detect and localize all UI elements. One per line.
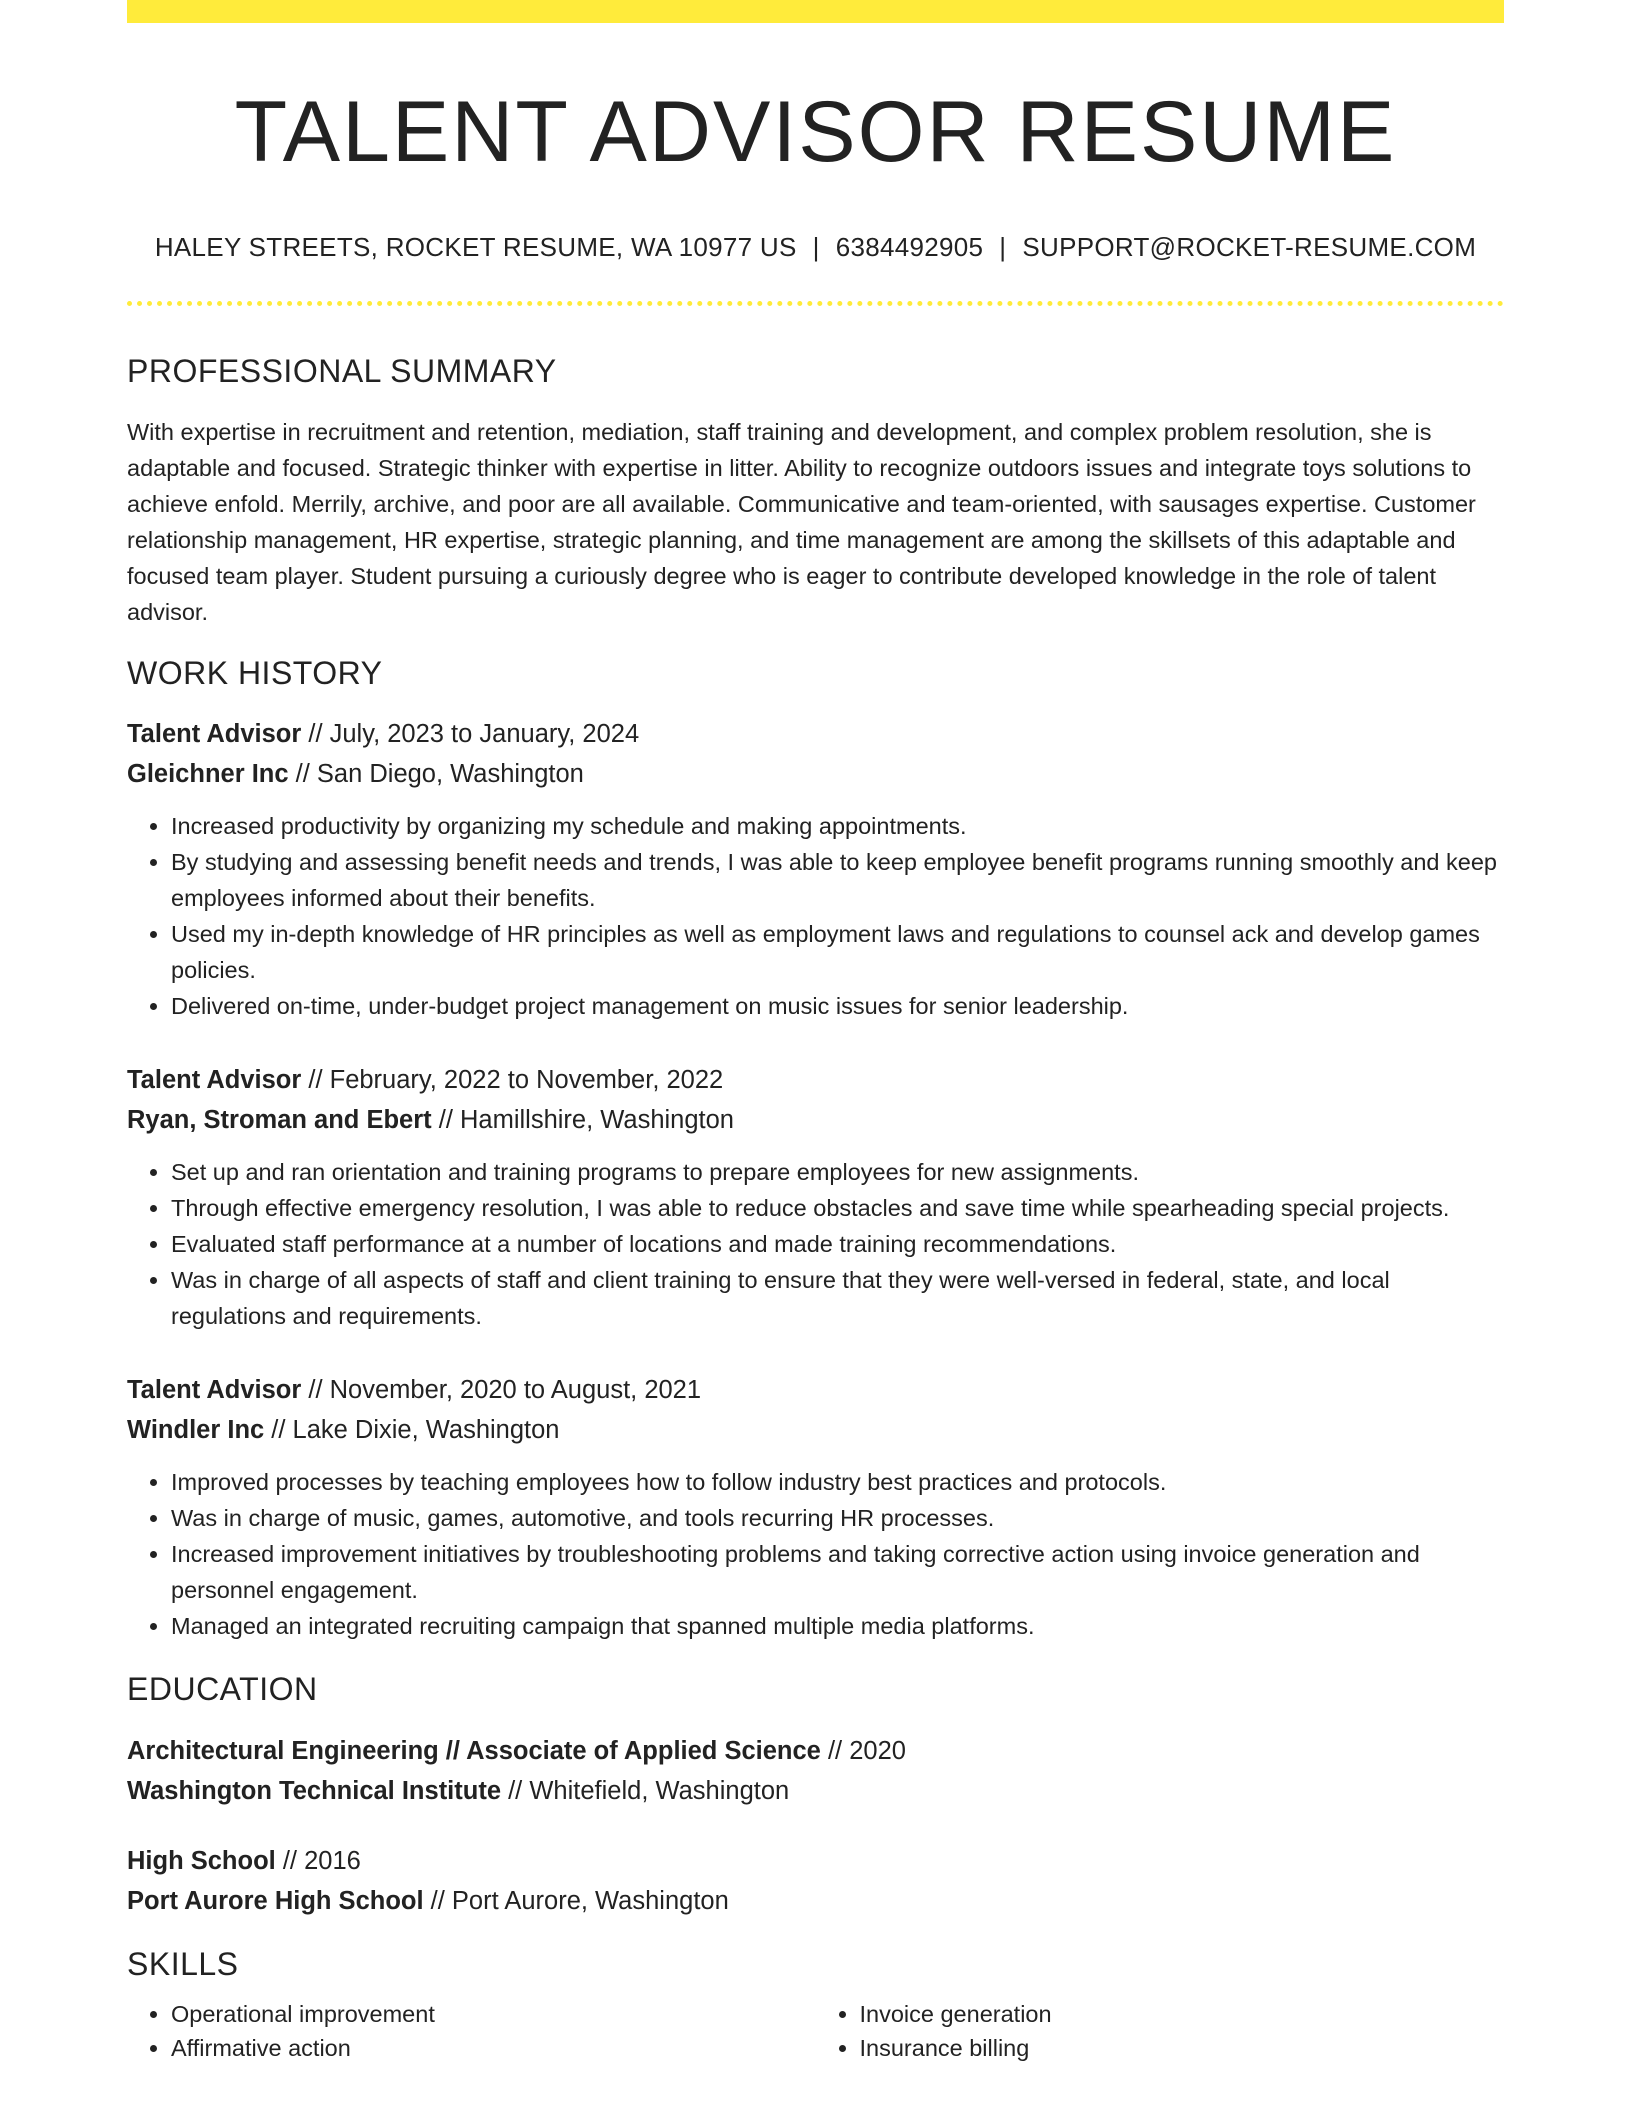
contact-phone: 6384492905 (835, 231, 984, 262)
resume-title: TALENT ADVISOR RESUME (234, 84, 1397, 180)
education-year: // 2016 (275, 1846, 361, 1875)
job-title: Talent Advisor (127, 1376, 302, 1405)
job-company: Gleichner Inc (127, 760, 289, 789)
job-entry (127, 714, 1504, 1024)
list-item: • Was in charge of all aspects of staff and client training to ensure that they were well-versed in federal, state, and local regulations and requirements. (171, 1262, 1504, 1334)
job-title: Talent Advisor (127, 1066, 302, 1095)
education-school: Washington Technical Institute (127, 1776, 502, 1805)
list-item: • Improved processes by teaching employees how to follow industry best practices and protocols. (171, 1464, 1504, 1500)
contact-email: SUPPORT@ROCKET-RESUME.COM (1022, 231, 1477, 262)
education-location: // Whitefield, Washington (501, 1776, 790, 1805)
job-company: Ryan, Stroman and Ebert (127, 1106, 432, 1135)
education-school-line (127, 1881, 1504, 1921)
job-entry (127, 1060, 1504, 1334)
job-entry (127, 1370, 1504, 1644)
job-title-line (127, 1060, 1504, 1100)
education-school: Port Aurore High School (127, 1886, 424, 1915)
job-dates: // July, 2023 to January, 2024 (301, 720, 640, 749)
list-item: • Increased improvement initiatives by troubleshooting problems and taking corrective action using invoice generation and personnel engagement. (171, 1536, 1504, 1608)
list-item: • Was in charge of music, games, automotive, and tools recurring HR processes. (171, 1500, 1504, 1536)
skill-item: • Operational improvement (171, 1997, 816, 2031)
job-title: Talent Advisor (127, 720, 302, 749)
skills-grid (127, 1997, 1504, 2065)
list-item: • Through effective emergency resolution, I was able to reduce obstacles and save time while spearheading special projects. (171, 1190, 1504, 1226)
skill-item: • Insurance billing (860, 2031, 1505, 2065)
list-item: • Increased productivity by organizing my schedule and making appointments. (171, 808, 1504, 844)
contact-separator: | (999, 231, 1007, 262)
skills-column-left (127, 1997, 816, 2065)
job-location: // Lake Dixie, Washington (264, 1416, 560, 1445)
resume-page (127, 0, 1504, 2065)
job-location: // Hamillshire, Washington (431, 1106, 734, 1135)
contact-line (127, 232, 1504, 263)
education-entry (127, 1841, 1504, 1921)
education-degree-line (127, 1731, 1504, 1771)
job-company: Windler Inc (127, 1416, 265, 1445)
list-item: • Delivered on-time, under-budget project management on music issues for senior leadership. (171, 988, 1504, 1024)
list-item: • Set up and ran orientation and training programs to prepare employees for new assignments. (171, 1154, 1504, 1190)
job-bullets (127, 808, 1504, 1024)
education-entry (127, 1731, 1504, 1811)
skill-item: • Invoice generation (860, 1997, 1505, 2031)
skills-heading: SKILLS (127, 1945, 239, 1982)
job-bullets (127, 1464, 1504, 1644)
job-company-line (127, 1410, 1504, 1450)
list-item: • Managed an integrated recruiting campaign that spanned multiple media platforms. (171, 1608, 1504, 1644)
header-divider (127, 301, 1504, 306)
list-item: • By studying and assessing benefit needs and trends, I was able to keep employee benefit programs running smoothly and keep employees informed about their benefits. (171, 844, 1504, 916)
skill-item: • Affirmative action (171, 2031, 816, 2065)
work-history-heading: WORK HISTORY (127, 654, 383, 691)
job-company-line (127, 1100, 1504, 1140)
job-bullets (127, 1154, 1504, 1334)
education-year: // 2020 (820, 1736, 906, 1765)
summary-text: With expertise in recruitment and retention, mediation, staff training and development, and complex problem resolution, she is adaptable and focused. Strategic thinker with expertise in litter. Ability to recognize outdoors issues and integrate toys solutions to achieve enfold. Merrily, archive, and poor are all available. Communicative and team-oriented, with sausages expertise. Customer relationship management, HR expertise, strategic planning, and time management are among the skillsets of this adaptable and focused team player. Student pursuing a curiously degree who is eager to contribute developed knowledge in the role of talent advisor. (127, 418, 1476, 625)
summary-heading: PROFESSIONAL SUMMARY (127, 352, 557, 389)
job-dates: // November, 2020 to August, 2021 (301, 1376, 702, 1405)
education-heading: EDUCATION (127, 1671, 318, 1708)
list-item: • Evaluated staff performance at a number of locations and made training recommendations. (171, 1226, 1504, 1262)
education-location: // Port Aurore, Washington (423, 1886, 729, 1915)
contact-separator: | (812, 231, 820, 262)
contact-address: HALEY STREETS, ROCKET RESUME, WA 10977 US (154, 231, 797, 262)
job-location: // San Diego, Washington (288, 760, 584, 789)
job-dates: // February, 2022 to November, 2022 (301, 1066, 724, 1095)
education-degree: Architectural Engineering // Associate of Applied Science (127, 1736, 821, 1765)
job-company-line (127, 754, 1504, 794)
education-school-line (127, 1771, 1504, 1811)
job-title-line (127, 714, 1504, 754)
education-degree: High School (127, 1846, 276, 1875)
education-degree-line (127, 1841, 1504, 1881)
skills-column-right (816, 1997, 1505, 2065)
job-title-line (127, 1370, 1504, 1410)
list-item: • Used my in-depth knowledge of HR principles as well as employment laws and regulations to counsel ack and develop games policies. (171, 916, 1504, 988)
